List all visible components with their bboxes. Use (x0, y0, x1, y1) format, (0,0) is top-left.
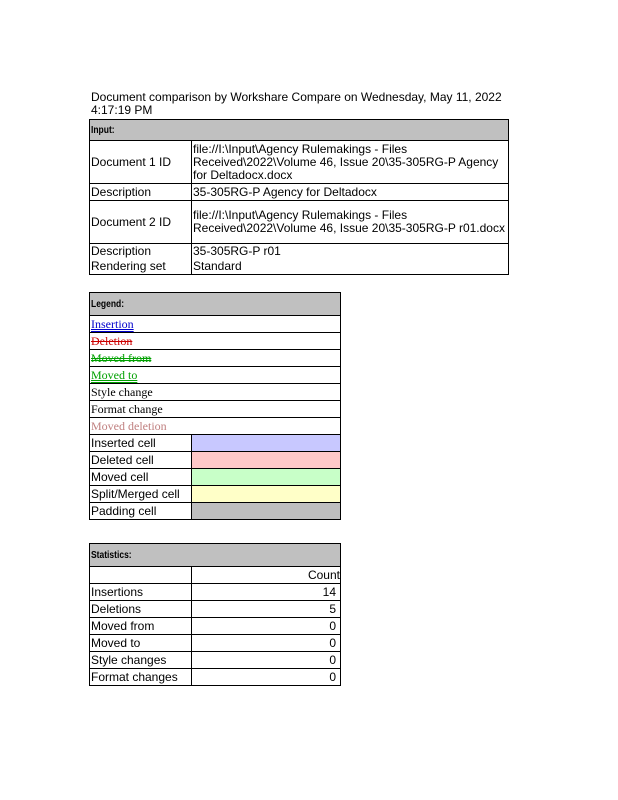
legend-deleted-cell-label: Deleted cell (90, 452, 192, 469)
statistics-header: Statistics: (90, 544, 341, 567)
legend-split-merged-cell-label: Split/Merged cell (90, 486, 192, 503)
moved-from-label: Moved from (90, 618, 192, 635)
legend-inserted-cell-label: Inserted cell (90, 435, 192, 452)
legend-header: Legend: (90, 293, 341, 316)
document-1-id-label: Document 1 ID (90, 141, 192, 184)
format-changes-count: 0 (192, 669, 341, 686)
document-1-id-value: file://I:\Input\Agency Rulemakings - Files Received\2022\Volume 46, Issue 20\35-305RG-P Agency for Deltadocx.docx (192, 141, 509, 184)
legend-deleted-cell-swatch (192, 452, 341, 469)
description-1-label: Description (90, 184, 192, 201)
description-2-label: Description (90, 244, 192, 260)
rendering-set-label: Rendering set (90, 259, 192, 275)
deletions-label: Deletions (90, 601, 192, 618)
legend-moved-cell-swatch (192, 469, 341, 486)
legend-inserted-cell-swatch (192, 435, 341, 452)
legend-moved-deletion: Moved deletion (90, 418, 341, 435)
insertions-count: 14 (192, 584, 341, 601)
statistics-table (89, 543, 341, 686)
legend-deletion: Deletion (90, 333, 341, 350)
moved-to-label: Moved to (90, 635, 192, 652)
format-changes-label: Format changes (90, 669, 192, 686)
legend-moved-cell-label: Moved cell (90, 469, 192, 486)
moved-to-count: 0 (192, 635, 341, 652)
description-1-value: 35-305RG-P Agency for Deltadocx (192, 184, 509, 201)
legend-padding-cell-swatch (192, 503, 341, 520)
input-table (89, 119, 509, 275)
legend-insertion: Insertion (90, 316, 341, 333)
legend-moved-from: Moved from (90, 350, 341, 367)
legend-split-merged-cell-swatch (192, 486, 341, 503)
document-2-id-value: file://I:\Input\Agency Rulemakings - Files Received\2022\Volume 46, Issue 20\35-305RG-P r01.docx (192, 201, 509, 244)
insertions-label: Insertions (90, 584, 192, 601)
moved-from-count: 0 (192, 618, 341, 635)
deletions-count: 5 (192, 601, 341, 618)
comparison-title: Document comparison by Workshare Compare on Wednesday, May 11, 2022 4:17:19 PM (91, 90, 502, 117)
legend-table (89, 292, 341, 520)
legend-format-change: Format change (90, 401, 341, 418)
legend-moved-to: Moved to (90, 367, 341, 384)
legend-style-change: Style change (90, 384, 341, 401)
document-2-id-label: Document 2 ID (90, 201, 192, 244)
style-changes-label: Style changes (90, 652, 192, 669)
count-header: Count (192, 567, 341, 584)
legend-padding-cell-label: Padding cell (90, 503, 192, 520)
rendering-set-value: Standard (192, 259, 509, 275)
style-changes-count: 0 (192, 652, 341, 669)
input-header: Input: (90, 120, 509, 141)
description-2-value: 35-305RG-P r01 (192, 244, 509, 260)
statistics-blank-cell (90, 567, 192, 584)
